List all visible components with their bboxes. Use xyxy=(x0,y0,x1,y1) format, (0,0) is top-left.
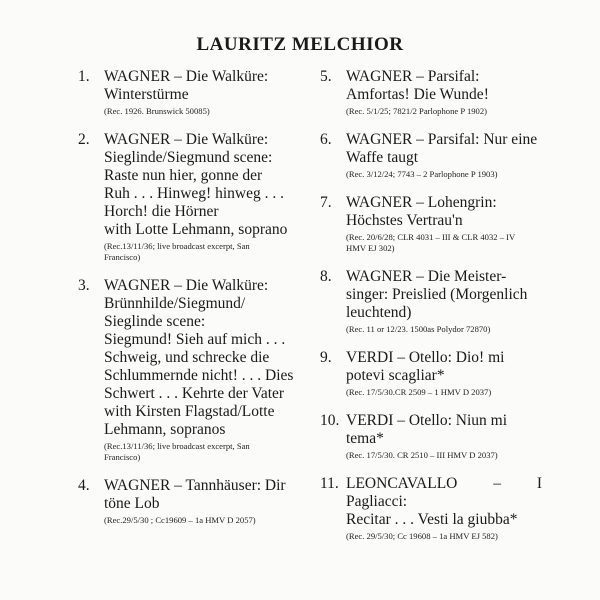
track-title-line: WAGNER – Parsifal: Nur eine xyxy=(346,131,538,148)
track-1 xyxy=(78,68,298,117)
track-title-line: VERDI – Otello: Niun mi xyxy=(346,412,508,429)
track-title-line: Horch! die Hörner xyxy=(104,203,219,220)
recording-info xyxy=(104,241,298,263)
recording-info-line: (Rec. 3/12/24; 7743 – 2 Parlophone P 1903) xyxy=(346,169,498,179)
recording-info-line: Francisco) xyxy=(104,452,141,462)
track-title xyxy=(346,475,542,529)
track-title-line: WAGNER – Die Walküre: xyxy=(104,68,269,85)
recording-info xyxy=(346,106,542,117)
recording-info-line: (Rec. 17/5/30. CR 2510 – III HMV D 2037) xyxy=(346,450,498,460)
recording-info xyxy=(346,531,542,542)
track-10 xyxy=(320,412,542,461)
track-title-line: Höchstes Vertrau'n xyxy=(346,212,463,229)
track-title-line: with Lotte Lehmann, soprano xyxy=(104,221,288,238)
recording-info-line: (Rec. 11 or 12/23. 1500as Polydor 72870) xyxy=(346,324,491,334)
track-number: 10. xyxy=(320,412,340,429)
track-title xyxy=(346,268,542,322)
recording-info-line: (Rec.13/11/36; live broadcast excerpt, San xyxy=(104,441,250,451)
track-title-line: töne Lob xyxy=(104,495,160,512)
track-title xyxy=(104,131,298,239)
track-number: 6. xyxy=(320,131,332,148)
track-title-line: singer: Preislied (Morgenlich xyxy=(346,286,528,303)
track-title xyxy=(346,412,542,448)
recording-info xyxy=(346,450,542,461)
track-number: 11. xyxy=(320,475,339,492)
track-title-line: WAGNER – Lohengrin: xyxy=(346,194,497,211)
track-title-line: with Kirsten Flagstad/Lotte xyxy=(104,403,275,420)
track-title xyxy=(346,349,542,385)
track-title-line: Schweig, und schrecke die xyxy=(104,349,270,366)
track-5 xyxy=(320,68,542,117)
track-title-line: Amfortas! Die Wunde! xyxy=(346,86,489,103)
recording-info xyxy=(346,324,542,335)
track-title xyxy=(346,68,542,104)
track-title-line: Sieglinde scene: xyxy=(104,313,206,330)
track-title-line: LEONCAVALLO – I Pagliacci: xyxy=(346,475,542,510)
track-title-line: VERDI – Otello: Dio! mi xyxy=(346,349,505,366)
recording-info xyxy=(346,169,542,180)
track-9 xyxy=(320,349,542,398)
recording-info xyxy=(346,387,542,398)
track-title xyxy=(104,68,298,104)
track-title-line: Winterstürme xyxy=(104,86,189,103)
track-number: 4. xyxy=(78,477,90,494)
recording-info-line: HMV EJ 302) xyxy=(346,243,395,253)
recording-info-line: (Rec. 17/5/30.CR 2509 – 1 HMV D 2037) xyxy=(346,387,492,397)
track-number: 1. xyxy=(78,68,90,85)
recording-info-line: (Rec.13/11/36; live broadcast excerpt, San xyxy=(104,241,250,251)
track-title xyxy=(346,131,542,167)
track-3 xyxy=(78,277,298,463)
recording-info xyxy=(104,106,298,117)
track-4 xyxy=(78,477,298,526)
recording-info xyxy=(104,515,298,526)
track-7 xyxy=(320,194,542,254)
left-column xyxy=(78,68,298,540)
track-title-line: WAGNER – Die Meister- xyxy=(346,268,507,285)
track-number: 3. xyxy=(78,277,90,294)
track-title-line: Schwert . . . Kehrte der Vater xyxy=(104,385,285,402)
track-title-line: leuchtend) xyxy=(346,304,412,321)
recording-info-line: (Rec.29/5/30 ; Cc19609 – 1a HMV D 2057) xyxy=(104,515,256,525)
recording-info xyxy=(104,441,298,463)
track-number: 7. xyxy=(320,194,332,211)
track-title xyxy=(104,477,298,513)
track-title-line: Lehmann, sopranos xyxy=(104,421,226,438)
recording-info xyxy=(346,232,542,254)
track-title-line: WAGNER – Die Walküre: xyxy=(104,131,269,148)
track-number: 9. xyxy=(320,349,332,366)
recording-info-line: (Rec. 5/1/25; 7821/2 Parlophone P 1902) xyxy=(346,106,487,116)
track-number: 2. xyxy=(78,131,90,148)
right-column xyxy=(320,68,542,556)
track-title-line: Schlummernde nicht! . . . Dies xyxy=(104,367,294,384)
track-2 xyxy=(78,131,298,263)
track-number: 5. xyxy=(320,68,332,85)
recording-info-line: Francisco) xyxy=(104,252,141,262)
recording-info-line: (Rec. 1926. Brunswick 50085) xyxy=(104,106,210,116)
track-title-line: tema* xyxy=(346,430,384,447)
track-title-line: Raste nun hier, gonne der xyxy=(104,167,263,184)
track-title-line: Waffe taugt xyxy=(346,149,419,166)
track-title xyxy=(346,194,542,230)
track-title-line: WAGNER – Die Walküre: xyxy=(104,277,269,294)
track-title-line: WAGNER – Tannhäuser: Dir xyxy=(104,477,286,494)
track-11 xyxy=(320,475,542,542)
track-title-line: Recitar . . . Vesti la giubba* xyxy=(346,511,518,528)
track-title-line: WAGNER – Parsifal: xyxy=(346,68,480,85)
track-8 xyxy=(320,268,542,335)
track-title-line: Siegmund! Sieh auf mich . . . xyxy=(104,331,286,348)
track-title xyxy=(104,277,298,439)
track-number: 8. xyxy=(320,268,332,285)
recording-info-line: (Rec. 20/6/28; CLR 4031 – III & CLR 4032 – IV xyxy=(346,232,516,242)
track-6 xyxy=(320,131,542,180)
track-title-line: potevi scagliar* xyxy=(346,367,445,384)
recording-info-line: (Rec. 29/5/30; Cc 19608 – 1a HMV EJ 582) xyxy=(346,531,498,541)
page-title: LAURITZ MELCHIOR xyxy=(196,34,404,55)
track-title-line: Ruh . . . Hinweg! hinweg . . . xyxy=(104,185,284,202)
track-title-line: Sieglinde/Siegmund scene: xyxy=(104,149,273,166)
track-title-line: Brünnhilde/Siegmund/ xyxy=(104,295,246,312)
